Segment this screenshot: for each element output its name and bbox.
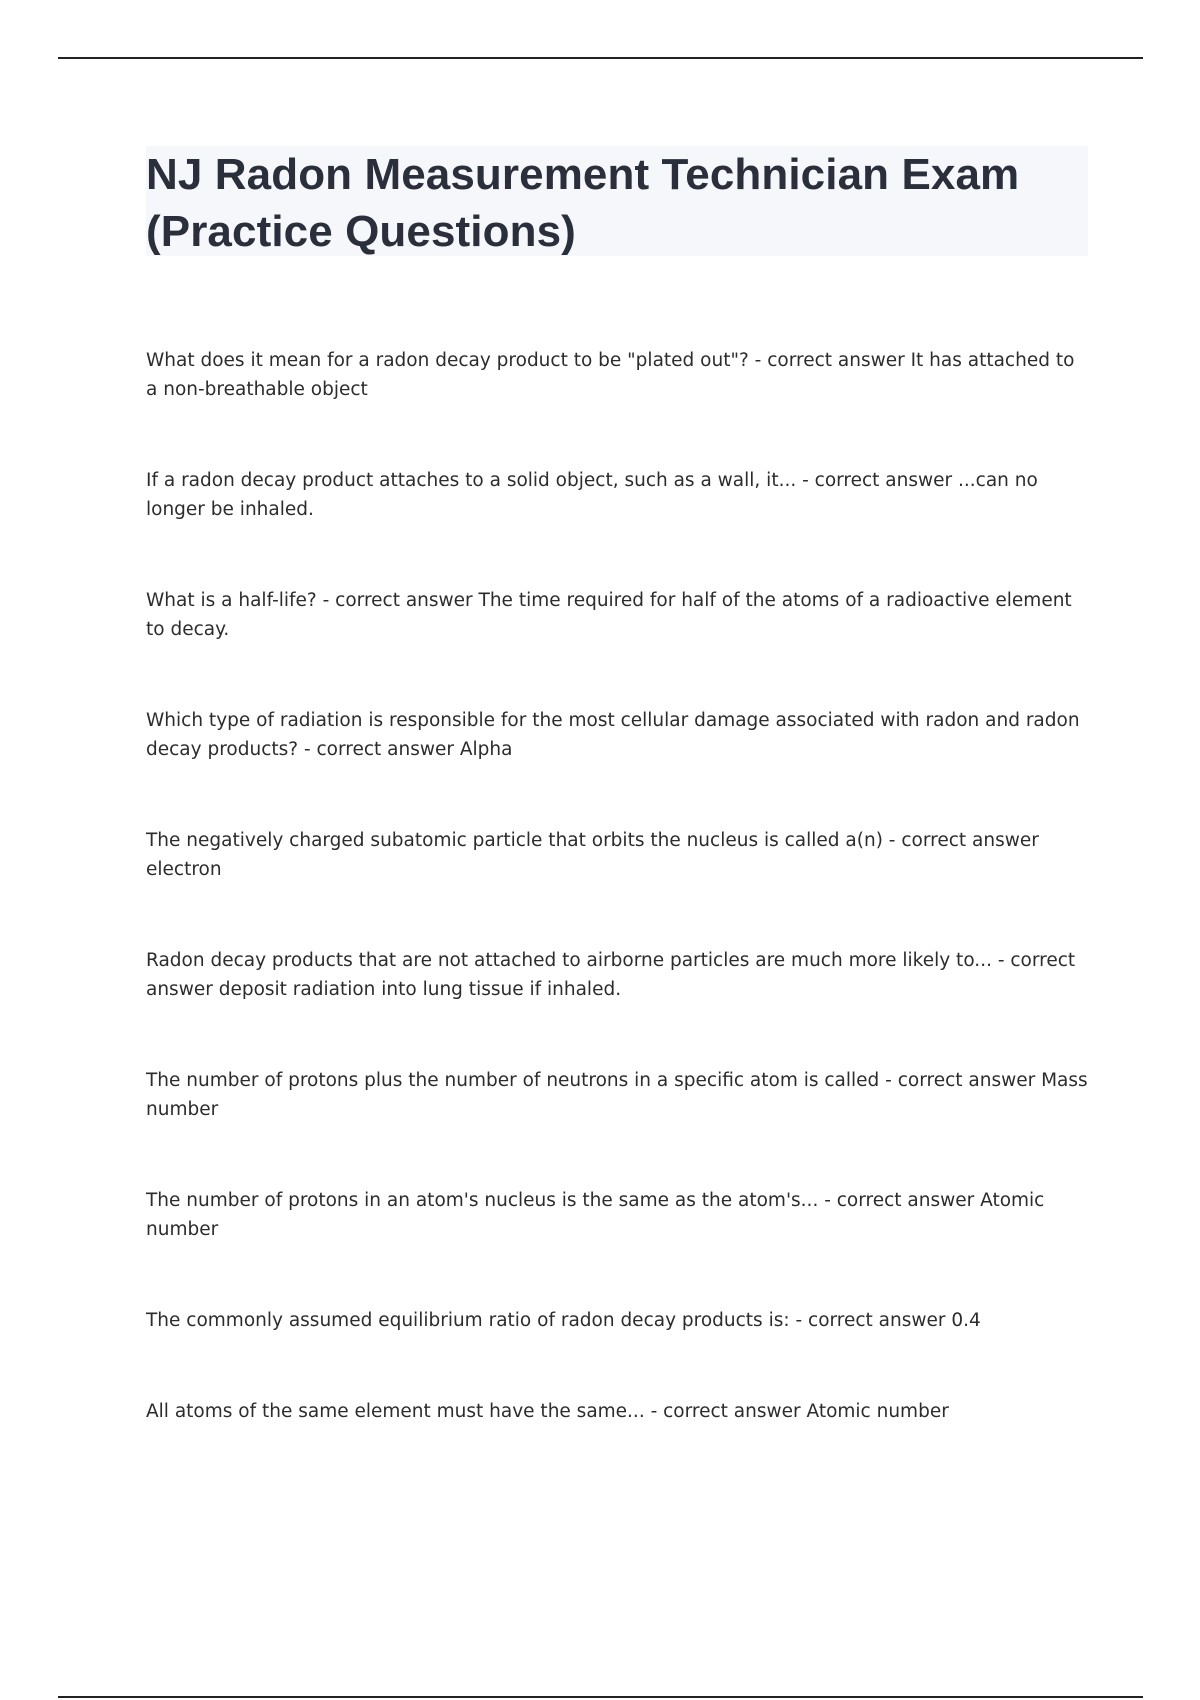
qa-item-8: The number of protons in an atom's nucleus is the same as the atom's... - correct answer Atomic number [146, 1190, 1045, 1240]
top-rule [58, 57, 1143, 59]
qa-item-6: Radon decay products that are not attached to airborne particles are much more likely to... - correct answer deposit radiation into lung tissue if inhaled. [146, 950, 1076, 1000]
qa-item-1: What does it mean for a radon decay product to be "plated out"? - correct answer It has attached to a non-breathable object [146, 350, 1075, 400]
title-block [146, 146, 1088, 256]
qa-item-10: All atoms of the same element must have the same... - correct answer Atomic number [146, 1401, 949, 1422]
qa-item-9: The commonly assumed equilibrium ratio of radon decay products is: - correct answer 0.4 [146, 1310, 981, 1331]
qa-item-5: The negatively charged subatomic particle that orbits the nucleus is called a(n) - correct answer electron [146, 830, 1039, 880]
qa-item-2: If a radon decay product attaches to a solid object, such as a wall, it... - correct answer ...can no longer be inhaled. [146, 470, 1038, 520]
qa-item-4: Which type of radiation is responsible for the most cellular damage associated with radon and radon decay products? - correct answer Alpha [146, 710, 1080, 760]
qa-list [146, 346, 1091, 1488]
qa-item-3: What is a half-life? - correct answer The time required for half of the atoms of a radioactive element to decay. [146, 590, 1072, 640]
qa-item-7: The number of protons plus the number of neutrons in a specific atom is called - correct answer Mass number [146, 1070, 1088, 1120]
document-title: NJ Radon Measurement Technician Exam (Practice Questions) [146, 150, 1020, 256]
bottom-rule [58, 1696, 1143, 1698]
